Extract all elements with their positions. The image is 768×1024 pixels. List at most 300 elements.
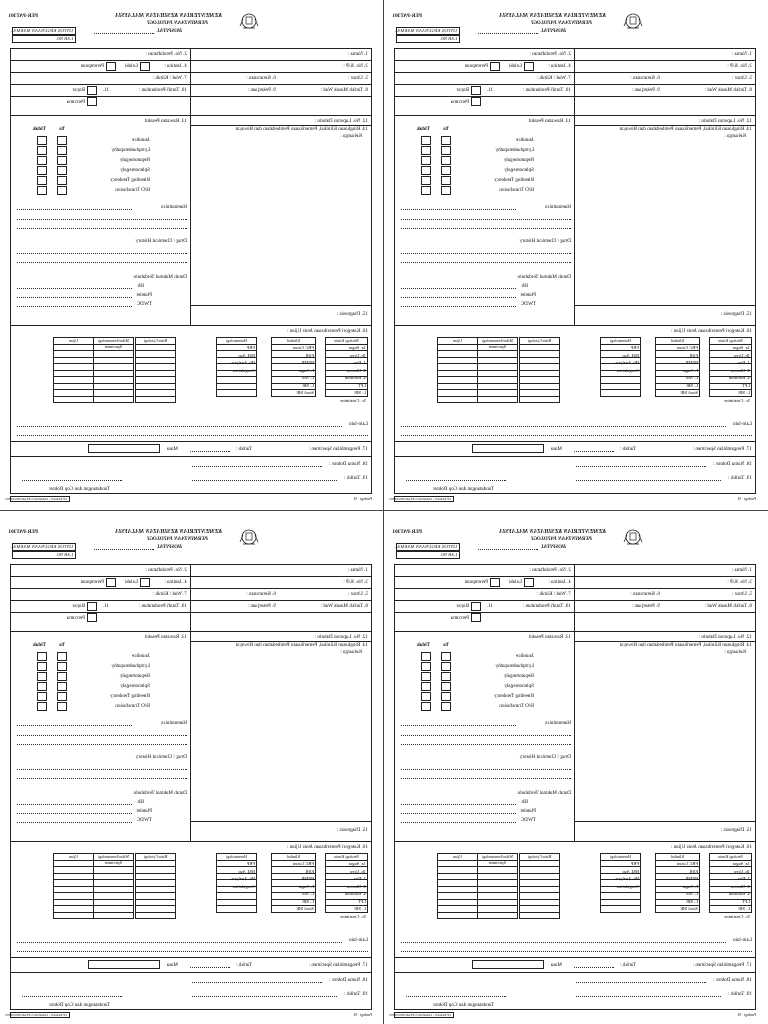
row-line bbox=[10, 96, 372, 97]
printer-label: CETAKAN - JABATAN CETAK/SEKSYEN bbox=[389, 497, 451, 501]
symptom-ya-checkbox[interactable] bbox=[57, 186, 67, 195]
bayar-checkbox[interactable] bbox=[87, 86, 97, 95]
male-label: Lelaki bbox=[124, 63, 138, 69]
haem-test-label: L. Sugar bbox=[682, 883, 698, 889]
haem-test-label: BFMP bbox=[685, 876, 698, 881]
table-cell[interactable] bbox=[478, 912, 518, 919]
symptom-tidak-checkbox[interactable] bbox=[37, 662, 47, 671]
platelet-label: Platelet bbox=[520, 292, 536, 298]
time-boxes[interactable] bbox=[88, 960, 160, 969]
female-label: Perempuan bbox=[80, 579, 104, 585]
hospital-dotted-line bbox=[478, 33, 538, 34]
male-checkbox[interactable] bbox=[140, 62, 150, 71]
symptom-ya-checkbox[interactable] bbox=[57, 166, 67, 175]
date-label: 19. Tarikh : bbox=[728, 991, 752, 997]
symptom-ya-checkbox[interactable] bbox=[57, 682, 67, 691]
haem-test-label: L. Alb bbox=[302, 375, 314, 380]
haem-test-label: L. Sugar bbox=[682, 367, 698, 373]
symptom-ya-checkbox[interactable] bbox=[441, 146, 451, 155]
symptom-label: H/O Transfusion bbox=[115, 187, 150, 193]
symptom-ya-checkbox[interactable] bbox=[441, 136, 451, 145]
chem-test-label: LFT bbox=[741, 898, 750, 904]
symptom-ya-checkbox[interactable] bbox=[441, 156, 451, 165]
table-header: Patologi Kimia bbox=[710, 854, 752, 861]
symptom-label: H/O Transfusion bbox=[115, 703, 150, 709]
table-header: Klinikal bbox=[272, 854, 316, 861]
haem2-test-label: BM. Asp bbox=[622, 868, 639, 874]
chem-test-label: 1b. Urea bbox=[734, 352, 750, 358]
chem-test-label: 4. Bilirubin bbox=[728, 375, 750, 380]
lab-no-label: LAB NO. bbox=[55, 36, 73, 41]
table-header: Klinikal bbox=[656, 338, 700, 345]
dotted-line bbox=[401, 288, 516, 289]
row-line bbox=[394, 957, 756, 958]
table-header: Ujian bbox=[54, 338, 94, 345]
platelet-label: Platelet bbox=[136, 292, 152, 298]
row-line bbox=[10, 325, 372, 326]
symptom-tidak-checkbox[interactable] bbox=[37, 652, 47, 661]
symptom-tidak-checkbox[interactable] bbox=[37, 692, 47, 701]
chem-test-label: 2. Elec bbox=[737, 876, 750, 881]
hospital-label: HOSPITAL bbox=[156, 28, 182, 34]
percuma-checkbox[interactable] bbox=[471, 97, 481, 106]
symptom-ya-checkbox[interactable] bbox=[57, 652, 67, 661]
dotted-line bbox=[192, 982, 322, 983]
table-header: Klinikal bbox=[656, 854, 700, 861]
haem2-test-label: Coagulation bbox=[616, 367, 639, 373]
symptom-tidak-checkbox[interactable] bbox=[37, 672, 47, 681]
haem-test-label: L. ME bbox=[302, 382, 314, 388]
row-line bbox=[10, 72, 372, 73]
table-header: Patologi Kimia bbox=[710, 338, 752, 345]
haem2-test-label: FBP bbox=[630, 345, 639, 350]
field-ringkasan: 14. Ringkasan Klinikal, Pemeriksaan Pembedahan dan Riwayat bbox=[619, 642, 752, 648]
symptom-ya-checkbox[interactable] bbox=[441, 186, 451, 195]
table-cell[interactable] bbox=[94, 396, 134, 403]
department-title: PERMINTAAN PATOLOGI bbox=[531, 20, 592, 26]
tidak-label: Tidak bbox=[32, 126, 46, 132]
chem-test-label: 2. Elec bbox=[737, 360, 750, 365]
pathology-request-form bbox=[5, 526, 372, 1018]
female-checkbox[interactable] bbox=[490, 62, 500, 71]
male-label: Lelaki bbox=[508, 579, 522, 585]
haem-test-label: L. Sugar bbox=[298, 883, 314, 889]
symptom-tidak-checkbox[interactable] bbox=[421, 156, 431, 165]
symptom-ya-checkbox[interactable] bbox=[57, 156, 67, 165]
symptom-ya-checkbox[interactable] bbox=[57, 662, 67, 671]
date-label: 19. Tarikh : bbox=[344, 475, 368, 481]
row-line bbox=[394, 588, 756, 589]
chem-test-label: 2. Elec bbox=[353, 360, 366, 365]
symptom-tidak-checkbox[interactable] bbox=[421, 652, 431, 661]
field-keluarga: Keluarga : bbox=[340, 649, 362, 655]
symptom-tidak-checkbox[interactable] bbox=[421, 146, 431, 155]
hb-label: Hb bbox=[521, 283, 528, 289]
field-kp: 3. No. K/P : bbox=[343, 579, 368, 585]
symptom-label: Lymphadenopathy bbox=[111, 147, 150, 153]
symptom-ya-checkbox[interactable] bbox=[441, 692, 451, 701]
haematinics-label: Haematinics bbox=[545, 204, 571, 210]
dotted-line bbox=[401, 942, 726, 943]
field-rawatan: 13. Rawatan Pesakit bbox=[528, 118, 571, 124]
table-header: Mikro/Immunologi bbox=[478, 854, 518, 861]
table-cell[interactable] bbox=[54, 912, 94, 919]
row-line bbox=[394, 441, 756, 442]
test-table bbox=[135, 853, 176, 919]
doctor-name-label: 18. Nama Doktor : bbox=[713, 977, 752, 983]
symptom-label: Hepatomegaly bbox=[119, 673, 150, 679]
table-cell[interactable] bbox=[438, 912, 478, 919]
chem-test-label: LFT bbox=[357, 382, 366, 388]
haem2-test-label: FBP bbox=[246, 345, 255, 350]
hospital-dotted-line bbox=[94, 33, 154, 34]
symptom-ya-checkbox[interactable] bbox=[57, 692, 67, 701]
dotted-line bbox=[192, 480, 337, 481]
tarikh-label: Tarikh : bbox=[619, 446, 636, 452]
field-keturunan: 6. Keturunan : bbox=[246, 75, 276, 81]
official-use-label: UNTUK KEGUNAAN MAKMAL bbox=[394, 544, 457, 549]
drug-history-label: Drug / Chemical History bbox=[519, 754, 571, 760]
symptom-label: Hepatomegaly bbox=[503, 157, 534, 163]
form-code: PER-PAT301 bbox=[8, 13, 38, 19]
percuma-label: Percuma bbox=[66, 615, 85, 621]
table-header: Haematologi bbox=[601, 854, 641, 861]
symptom-tidak-checkbox[interactable] bbox=[37, 136, 47, 145]
dotted-line bbox=[401, 813, 516, 814]
ya-label: Ya bbox=[59, 642, 65, 648]
department-title: PERMINTAAN PATOLOGI bbox=[147, 536, 208, 542]
dotted-line bbox=[17, 306, 132, 307]
dotted-line bbox=[17, 951, 368, 952]
table-cell[interactable] bbox=[217, 906, 257, 913]
tarikh-label: Tarikh : bbox=[235, 962, 252, 968]
chem-test-label: 3. Glucose bbox=[346, 883, 366, 889]
lain-lain-label: Lain-lain bbox=[732, 937, 752, 943]
symptom-ya-checkbox[interactable] bbox=[57, 136, 67, 145]
symptom-tidak-checkbox[interactable] bbox=[421, 692, 431, 701]
symptom-tidak-checkbox[interactable] bbox=[37, 156, 47, 165]
table-cell[interactable] bbox=[217, 390, 257, 397]
dotted-line bbox=[17, 426, 342, 427]
male-checkbox[interactable] bbox=[524, 578, 534, 587]
dotted-line bbox=[192, 466, 322, 467]
chem-test-label: 3. Glucose bbox=[730, 883, 750, 889]
male-checkbox[interactable] bbox=[524, 62, 534, 71]
test-table bbox=[519, 853, 560, 919]
field-pekerjaan: 9. Pekerjaan : bbox=[631, 603, 660, 609]
symptom-label: Jaundice bbox=[131, 137, 150, 143]
ya-label: Ya bbox=[443, 642, 449, 648]
symptom-tidak-checkbox[interactable] bbox=[421, 176, 431, 185]
official-use-label: UNTUK KEGUNAAN MAKMAL bbox=[10, 28, 73, 33]
dotted-line bbox=[574, 967, 614, 968]
haem-test-label: Stool ME bbox=[680, 906, 698, 911]
row-line bbox=[10, 612, 372, 613]
table-cell[interactable] bbox=[438, 396, 478, 403]
dotted-line bbox=[17, 435, 368, 436]
field-tarikh-masuk: 8. Tarikh Masuk Wad : bbox=[320, 87, 368, 93]
specimen-collection-label: 17. Pengambilan Specimen : bbox=[692, 446, 752, 452]
table-cell[interactable] bbox=[601, 390, 641, 397]
haem-test-label: FBC Count bbox=[292, 345, 314, 350]
tests-title: 16. Kategori Pemeriksaan Jenis Ujian : bbox=[671, 844, 752, 850]
field-jantina: 4. Jantina : bbox=[548, 63, 571, 69]
dotted-line bbox=[401, 228, 571, 229]
dotted-line bbox=[17, 804, 132, 805]
specimen-collection-label: 17. Pengambilan Specimen : bbox=[308, 962, 368, 968]
twdc-label: TWDC bbox=[136, 817, 152, 823]
field-tarikh-pendarahan: 10. Tarafi Pendarahan : bbox=[522, 87, 571, 93]
table-cell[interactable] bbox=[94, 912, 134, 919]
dotted-line bbox=[401, 822, 516, 823]
pathology-request-form bbox=[389, 526, 756, 1018]
hospital-label: HOSPITAL bbox=[540, 544, 566, 550]
previous-blood-label: Darah Makmal Terdahulu bbox=[133, 790, 187, 796]
department-title: PERMINTAAN PATOLOGI bbox=[147, 20, 208, 26]
field-keturunan: 6. Keturunan : bbox=[630, 75, 660, 81]
chem-test-label: L. ME bbox=[738, 390, 750, 395]
symptom-label: H/O Transfusion bbox=[499, 703, 534, 709]
symptom-tidak-checkbox[interactable] bbox=[421, 662, 431, 671]
female-checkbox[interactable] bbox=[490, 578, 500, 587]
female-label: Perempuan bbox=[464, 579, 488, 585]
field-11: 11. bbox=[102, 87, 109, 93]
symptom-tidak-checkbox[interactable] bbox=[421, 186, 431, 195]
field-wad: 7. Wad / Klinik : bbox=[152, 75, 187, 81]
previous-blood-label: Darah Makmal Terdahulu bbox=[517, 790, 571, 796]
platelet-label: Platelet bbox=[136, 808, 152, 814]
ministry-title: KEMENTERIAN KESIHATAN MALAYSIA bbox=[499, 13, 606, 19]
field-11: 11. bbox=[102, 603, 109, 609]
row-line bbox=[394, 72, 756, 73]
symptom-label: Splenomegaly bbox=[120, 683, 150, 689]
symptom-tidak-checkbox[interactable] bbox=[37, 146, 47, 155]
signature-line bbox=[22, 996, 122, 997]
chem-test-label: 1a. Sugar bbox=[732, 345, 750, 350]
table-cell[interactable] bbox=[520, 912, 560, 919]
symptom-label: Hepatomegaly bbox=[503, 673, 534, 679]
symptom-tidak-checkbox[interactable] bbox=[37, 682, 47, 691]
female-label: Perempuan bbox=[464, 63, 488, 69]
drug-history-label: Drug / Chemical History bbox=[135, 754, 187, 760]
diagnosis-label: 15. Diagnosis : bbox=[336, 311, 368, 317]
percuma-checkbox[interactable] bbox=[87, 97, 97, 106]
symptom-ya-checkbox[interactable] bbox=[441, 662, 451, 671]
symptom-tidak-checkbox[interactable] bbox=[37, 166, 47, 175]
page-label: Patologi - 01 bbox=[353, 1013, 372, 1017]
symptom-tidak-checkbox[interactable] bbox=[37, 186, 47, 195]
crest-icon bbox=[238, 528, 260, 546]
field-wad: 7. Wad / Klinik : bbox=[536, 75, 571, 81]
symptom-tidak-checkbox[interactable] bbox=[37, 176, 47, 185]
official-use-label: UNTUK KEGUNAAN MAKMAL bbox=[10, 544, 73, 549]
symptom-label: Bleeding Tendency bbox=[109, 177, 150, 183]
symptom-ya-checkbox[interactable] bbox=[57, 146, 67, 155]
table-header: Klinikal bbox=[272, 338, 316, 345]
lab-no-label: LAB NO. bbox=[55, 552, 73, 557]
symptom-tidak-checkbox[interactable] bbox=[37, 702, 47, 711]
symptom-label: H/O Transfusion bbox=[499, 187, 534, 193]
column-divider bbox=[190, 564, 191, 631]
symptom-ya-checkbox[interactable] bbox=[57, 702, 67, 711]
field-tarikh-pendarahan: 10. Tarafi Pendarahan : bbox=[138, 87, 187, 93]
symptom-label: Lymphadenopathy bbox=[495, 147, 534, 153]
field-umur: 5. Umur : bbox=[347, 591, 368, 597]
chem-test-label: L. ME bbox=[354, 906, 366, 911]
field-pekerjaan: 9. Pekerjaan : bbox=[247, 87, 276, 93]
table-cell[interactable] bbox=[54, 396, 94, 403]
dotted-line bbox=[190, 967, 230, 968]
female-checkbox[interactable] bbox=[106, 578, 116, 587]
female-checkbox[interactable] bbox=[106, 62, 116, 71]
field-nama: 1. Nama : bbox=[347, 567, 368, 573]
field-umur: 5. Umur : bbox=[347, 75, 368, 81]
field-umur: 5. Umur : bbox=[731, 75, 752, 81]
haem-test-label: FBC Count bbox=[676, 345, 698, 350]
table-cell[interactable] bbox=[136, 912, 176, 919]
female-label: Perempuan bbox=[80, 63, 104, 69]
form-sheet bbox=[384, 512, 768, 1024]
hospital-label: HOSPITAL bbox=[540, 28, 566, 34]
row-line bbox=[394, 60, 756, 61]
haem-test-label: L. Sugar bbox=[298, 367, 314, 373]
row-line bbox=[10, 115, 372, 116]
table-cell[interactable] bbox=[520, 396, 560, 403]
dotted-line bbox=[17, 744, 187, 745]
symptom-ya-checkbox[interactable] bbox=[441, 702, 451, 711]
signature-label: Tandatangan dan Cop Doktor bbox=[48, 486, 110, 492]
column-divider bbox=[574, 115, 575, 325]
signature-line bbox=[22, 480, 122, 481]
percuma-checkbox[interactable] bbox=[471, 613, 481, 622]
percuma-checkbox[interactable] bbox=[87, 613, 97, 622]
field-rawatan: 13. Rawatan Pesakit bbox=[144, 118, 187, 124]
symptom-tidak-checkbox[interactable] bbox=[421, 682, 431, 691]
dotted-line bbox=[574, 451, 614, 452]
column-divider bbox=[574, 48, 575, 115]
haem-test-label: FBC Count bbox=[292, 861, 314, 866]
time-boxes[interactable] bbox=[472, 960, 544, 969]
dotted-line bbox=[192, 996, 337, 997]
field-keluarga: Keluarga : bbox=[724, 133, 746, 139]
table-cell[interactable] bbox=[601, 906, 641, 913]
signature-label: Tandatangan dan Cop Doktor bbox=[432, 486, 494, 492]
row-line bbox=[191, 125, 372, 126]
symptom-tidak-checkbox[interactable] bbox=[421, 166, 431, 175]
drug-history-label: Drug / Chemical History bbox=[519, 238, 571, 244]
masa-label: Masa bbox=[550, 446, 562, 452]
table-header: Haematologi bbox=[217, 338, 257, 345]
row-line bbox=[575, 641, 756, 642]
chem-test-label: 5c. Creatinine bbox=[340, 397, 366, 403]
bayar-checkbox[interactable] bbox=[471, 602, 481, 611]
haem2-test-label: Hb. Analysis bbox=[231, 876, 255, 881]
dotted-line bbox=[17, 253, 187, 254]
symptom-label: Jaundice bbox=[515, 137, 534, 143]
time-boxes[interactable] bbox=[88, 444, 160, 453]
haem2-test-label: Hb. Analysis bbox=[615, 360, 639, 365]
time-boxes[interactable] bbox=[472, 444, 544, 453]
haem-test-label: L. ME bbox=[686, 898, 698, 904]
haem-test-label: L. ME bbox=[302, 898, 314, 904]
table-header: Histo/Cytologi bbox=[520, 338, 560, 345]
symptom-label: Bleeding Tendency bbox=[493, 693, 534, 699]
twdc-label: TWDC bbox=[520, 301, 536, 307]
table-header: Patologi Kimia bbox=[326, 338, 368, 345]
ya-label: Ya bbox=[443, 126, 449, 132]
field-nama: 1. Nama : bbox=[731, 567, 752, 573]
table-header: Histo/Cytologi bbox=[520, 854, 560, 861]
symptom-ya-checkbox[interactable] bbox=[57, 672, 67, 681]
row-line bbox=[394, 115, 756, 116]
signature-label: Tandatangan dan Cop Doktor bbox=[48, 1002, 110, 1008]
symptom-ya-checkbox[interactable] bbox=[441, 672, 451, 681]
field-tarikh-masuk: 8. Tarikh Masuk Wad : bbox=[704, 603, 752, 609]
symptom-tidak-checkbox[interactable] bbox=[421, 672, 431, 681]
dotted-line bbox=[401, 744, 571, 745]
dotted-line bbox=[401, 262, 571, 263]
field-kp: 3. No. K/P : bbox=[727, 63, 752, 69]
masa-label: Masa bbox=[550, 962, 562, 968]
hb-label: Hb bbox=[137, 799, 144, 805]
page-label: Patologi - 01 bbox=[737, 1013, 756, 1017]
symptom-ya-checkbox[interactable] bbox=[441, 176, 451, 185]
haem2-test-label: BM. Asp bbox=[238, 352, 255, 358]
symptom-ya-checkbox[interactable] bbox=[441, 166, 451, 175]
field-jantina: 4. Jantina : bbox=[548, 579, 571, 585]
field-ringkasan: 14. Ringkasan Klinikal, Pemeriksaan Pembedahan dan Riwayat bbox=[235, 642, 368, 648]
row-line bbox=[10, 60, 372, 61]
haem-test-label: Stool ME bbox=[680, 390, 698, 395]
row-line bbox=[10, 576, 372, 577]
symptom-label: Lymphadenopathy bbox=[495, 663, 534, 669]
symptom-tidak-checkbox[interactable] bbox=[421, 136, 431, 145]
tarikh-label: Tarikh : bbox=[235, 446, 252, 452]
ministry-title: KEMENTERIAN KESIHATAN MALAYSIA bbox=[499, 529, 606, 535]
field-tarikh-pendarahan: 10. Tarafi Pendarahan : bbox=[522, 603, 571, 609]
symptom-ya-checkbox[interactable] bbox=[441, 682, 451, 691]
bayar-checkbox[interactable] bbox=[87, 602, 97, 611]
chem-test-label: 2. Elec bbox=[353, 876, 366, 881]
symptom-ya-checkbox[interactable] bbox=[57, 176, 67, 185]
table-cell[interactable] bbox=[478, 396, 518, 403]
row-line bbox=[394, 84, 756, 85]
table-header: Haematologi bbox=[601, 338, 641, 345]
table-header: Mikro/Immunologi bbox=[94, 338, 134, 345]
symptom-ya-checkbox[interactable] bbox=[441, 652, 451, 661]
symptom-tidak-checkbox[interactable] bbox=[421, 702, 431, 711]
dotted-line bbox=[17, 228, 187, 229]
symptom-label: Splenomegaly bbox=[120, 167, 150, 173]
row-line bbox=[10, 441, 372, 442]
form-sheet bbox=[0, 0, 384, 512]
table-cell[interactable] bbox=[136, 396, 176, 403]
male-checkbox[interactable] bbox=[140, 578, 150, 587]
tidak-label: Tidak bbox=[416, 642, 430, 648]
chem-test-label: 5c. Creatinine bbox=[724, 913, 750, 919]
lab-no-label: LAB NO. bbox=[439, 36, 457, 41]
dotted-line bbox=[576, 996, 721, 997]
haem-test-label: FBC Count bbox=[676, 861, 698, 866]
field-nama: 1. Nama : bbox=[347, 51, 368, 57]
bayar-checkbox[interactable] bbox=[471, 86, 481, 95]
specimen-header: Specimen bbox=[488, 860, 506, 865]
field-umur: 5. Umur : bbox=[731, 591, 752, 597]
symptom-label: Splenomegaly bbox=[504, 167, 534, 173]
dotted-line bbox=[401, 778, 571, 779]
haematinics-line bbox=[401, 209, 516, 210]
symptom-label: Bleeding Tendency bbox=[493, 177, 534, 183]
